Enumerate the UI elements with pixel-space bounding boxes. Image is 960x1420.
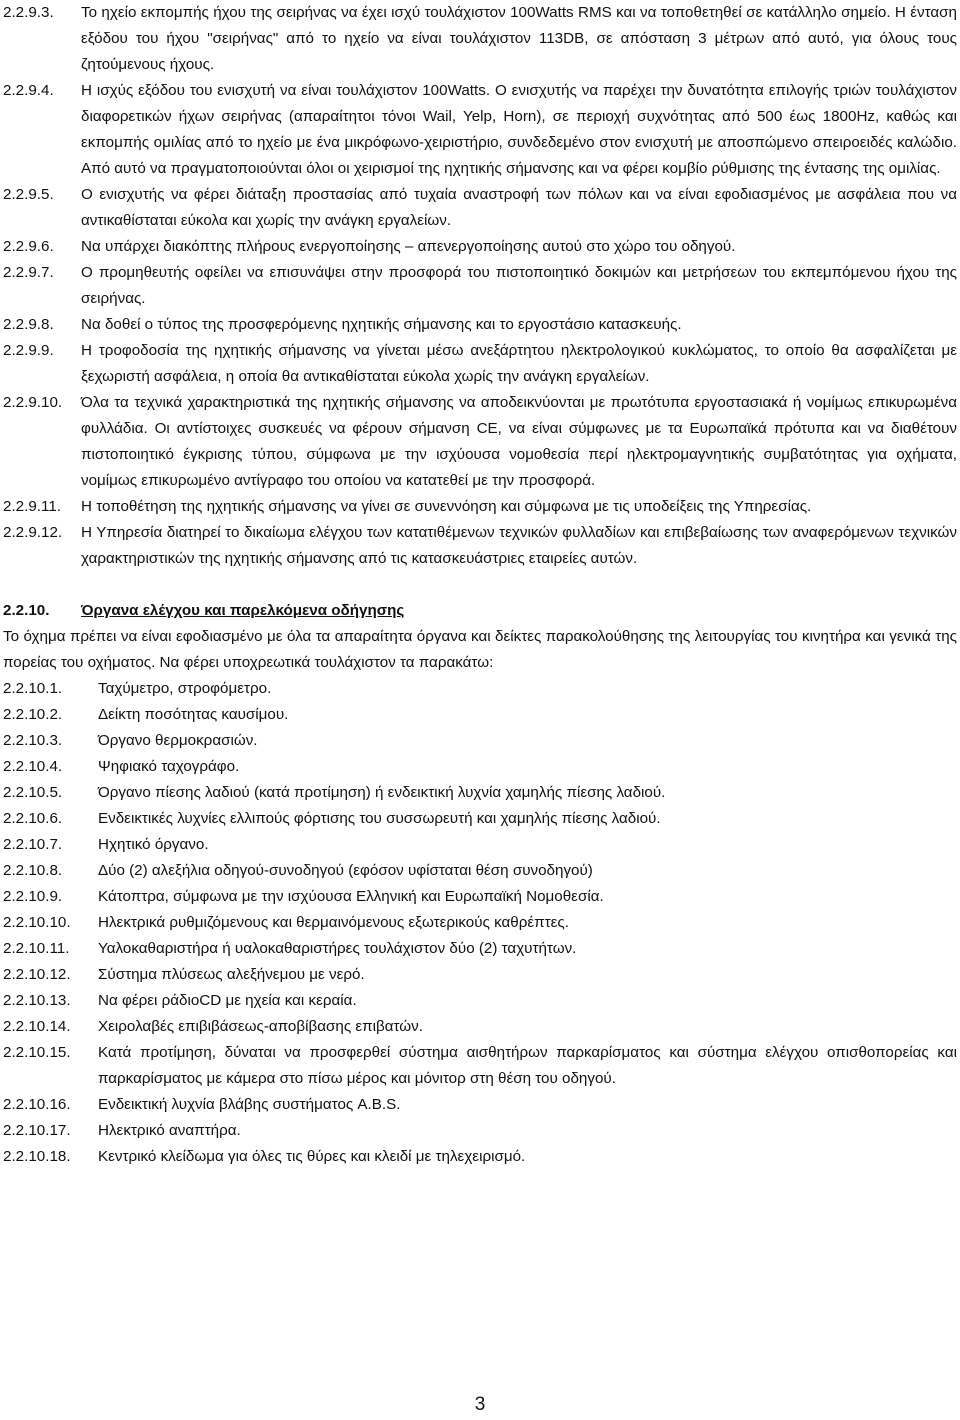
section-number: 2.2.10. bbox=[3, 602, 50, 619]
list-item bbox=[3, 0, 957, 78]
list-item bbox=[3, 754, 957, 780]
item-number: 2.2.9.12. bbox=[3, 524, 63, 541]
list-item bbox=[3, 728, 957, 754]
item-number: 2.2.10.16. bbox=[3, 1096, 71, 1113]
item-text: Ηλεκτρικό αναπτήρα. bbox=[98, 1122, 241, 1139]
item-text: Ηχητικό όργανο. bbox=[98, 836, 209, 853]
item-number: 2.2.9.8. bbox=[3, 316, 54, 333]
list-item bbox=[3, 1092, 957, 1118]
item-text: Ενδεικτικές λυχνίες ελλιπούς φόρτισης του συσσωρευτή και χαμηλής πίεσης λαδιού. bbox=[98, 810, 661, 827]
siren-requirements-list bbox=[3, 0, 957, 572]
document-page bbox=[3, 0, 957, 1170]
item-number: 2.2.10.4. bbox=[3, 758, 63, 775]
item-text: Ταχύμετρο, στροφόμετρο. bbox=[98, 680, 272, 697]
list-item bbox=[3, 780, 957, 806]
item-number: 2.2.10.14. bbox=[3, 1018, 71, 1035]
item-text: Κεντρικό κλείδωμα για όλες τις θύρες και κλειδί με τηλεχειρισμό. bbox=[98, 1148, 526, 1165]
list-item bbox=[3, 1118, 957, 1144]
item-number: 2.2.9.9. bbox=[3, 342, 54, 359]
item-text: Όλα τα τεχνικά χαρακτηριστικά της ηχητικής σήμανσης να αποδεικνύονται με πρωτότυπα εργοστασιακά ή νομίμως επικυρωμένα φυλλάδια. Οι αντίστοιχες συσκευές να φέρουν σήμανση CE, να είναι σύμφωνες με τα Ευρωπαϊκά πρότυπα και να διαθέτουν πιστοποιητικό έγκρισης τύπου, σύμφωνα με την ισχύουσα νομοθεσία περί ηλεκτρομαγνητικής συμβατότητας για οχήματα, νομίμως επικυρωμένο αντίγραφο του οποίου να κατατεθεί με την προσφορά. bbox=[81, 394, 957, 489]
item-text: Κατά προτίμηση, δύναται να προσφερθεί σύστημα αισθητήρων παρκαρίσματος και σύστημα ελέγχου οπισθοπορείας και παρκαρίσματος με κάμερα στο πίσω μέρος και μόνιτορ στη θέση του οδηγού. bbox=[98, 1044, 957, 1087]
item-number: 2.2.10.7. bbox=[3, 836, 63, 853]
list-item bbox=[3, 494, 957, 520]
item-text: Ψηφιακό ταχογράφο. bbox=[98, 758, 240, 775]
list-item bbox=[3, 832, 957, 858]
list-item bbox=[3, 858, 957, 884]
item-text: Όργανο θερμοκρασιών. bbox=[98, 732, 258, 749]
item-text: Υαλοκαθαριστήρα ή υαλοκαθαριστήρες τουλάχιστον δύο (2) ταχυτήτων. bbox=[98, 940, 577, 957]
item-number: 2.2.9.6. bbox=[3, 238, 54, 255]
list-item bbox=[3, 1014, 957, 1040]
item-number: 2.2.10.8. bbox=[3, 862, 63, 879]
item-text: Η τροφοδοσία της ηχητικής σήμανσης να γίνεται μέσω ανεξάρτητου ηλεκτρολογικού κυκλώματος, το οποίο θα ασφαλίζεται με ξεχωριστή ασφάλεια, η οποία θα αντικαθίσταται εύκολα χωρίς την ανάγκη εργαλείων. bbox=[81, 342, 957, 385]
item-text: Ο ενισχυτής να φέρει διάταξη προστασίας από τυχαία αναστροφή των πόλων και να είναι εφοδιασμένος με ασφάλεια που να αντικαθίσταται εύκολα και χωρίς την ανάγκη εργαλείων. bbox=[81, 186, 957, 229]
item-number: 2.2.10.11. bbox=[3, 940, 70, 957]
list-item bbox=[3, 182, 957, 234]
section-heading bbox=[3, 598, 957, 624]
list-item bbox=[3, 806, 957, 832]
item-number: 2.2.10.15. bbox=[3, 1044, 71, 1061]
item-number: 2.2.9.3. bbox=[3, 4, 54, 21]
item-number: 2.2.10.6. bbox=[3, 810, 63, 827]
item-number: 2.2.9.10. bbox=[3, 394, 63, 411]
item-text: Να υπάρχει διακόπτης πλήρους ενεργοποίησης – απενεργοποίησης αυτού στο χώρο του οδηγού. bbox=[81, 238, 736, 255]
item-number: 2.2.10.3. bbox=[3, 732, 63, 749]
list-item bbox=[3, 988, 957, 1014]
list-item bbox=[3, 884, 957, 910]
list-item bbox=[3, 312, 957, 338]
item-number: 2.2.9.7. bbox=[3, 264, 54, 281]
list-item bbox=[3, 936, 957, 962]
list-item bbox=[3, 1040, 957, 1092]
list-item bbox=[3, 390, 957, 494]
item-text: Όργανο πίεσης λαδιού (κατά προτίμηση) ή ενδεικτική λυχνία χαμηλής πίεσης λαδιού. bbox=[98, 784, 666, 801]
list-item bbox=[3, 78, 957, 182]
item-text: Η Υπηρεσία διατηρεί το δικαίωμα ελέγχου των κατατιθέμενων τεχνικών φυλλαδίων και επιβεβαίωσης των αναφερόμενων τεχνικών χαρακτηριστικών της ηχητικής σήμανσης από τις κατασκευάστριες εταιρείες αυτών. bbox=[81, 524, 957, 567]
section-intro: Το όχημα πρέπει να είναι εφοδιασμένο με όλα τα απαραίτητα όργανα και δείκτες παρακολούθησης της λειτουργίας του κινητήρα και γενικά της πορείας του οχήματος. Να φέρει υποχρεωτικά τουλάχιστον τα παρακάτω: bbox=[3, 628, 957, 671]
page-number: 3 bbox=[474, 1394, 486, 1415]
list-item bbox=[3, 520, 957, 572]
item-number: 2.2.9.11. bbox=[3, 498, 61, 515]
list-item bbox=[3, 234, 957, 260]
item-number: 2.2.10.10. bbox=[3, 914, 71, 931]
item-text: Δείκτη ποσότητας καυσίμου. bbox=[98, 706, 289, 723]
item-text: Χειρολαβές επιβιβάσεως-αποβίβασης επιβατών. bbox=[98, 1018, 423, 1035]
item-text: Σύστημα πλύσεως αλεξήνεμου με νερό. bbox=[98, 966, 365, 983]
item-text: Η ισχύς εξόδου του ενισχυτή να είναι τουλάχιστον 100Watts. Ο ενισχυτής να παρέχει την δυνατότητα επιλογής τριών τουλάχιστον διαφορετικών ήχων σειρήνας (απαραίτητοι τόνοι Wail, Yelp, Horn), σε περιοχή συχνότητας από 500 έως 1800Hz, καθώς και εκπομπής ομιλίας από το ηχείο με ένα μικρόφωνο-χειριστήριο, συνδεδεμένο στον ενισχυτή με αποσπώμενο σπειροειδές καλώδιο. Από αυτό να πραγματοποιούνται όλοι οι χειρισμοί της ηχητικής σήμανσης και να φέρει κομβίο ρύθμισης της έντασης της ομιλίας. bbox=[81, 82, 957, 177]
item-number: 2.2.9.5. bbox=[3, 186, 54, 203]
item-text: Το ηχείο εκπομπής ήχου της σειρήνας να έχει ισχύ τουλάχιστον 100Watts RMS και να τοποθετηθεί σε κατάλληλο σημείο. Η ένταση εξόδου του ήχου "σειρήνας" από το ηχείο να είναι τουλάχιστον 113DB, σε απόσταση 3 μέτρων από αυτό, για όλους τους ζητούμενους ήχους. bbox=[81, 4, 957, 73]
section-title: Όργανα ελέγχου και παρελκόμενα οδήγησης bbox=[81, 602, 405, 619]
item-text: Ο προμηθευτής οφείλει να επισυνάψει στην προσφορά του πιστοποιητικό δοκιμών και μετρήσεων του εκπεμπόμενου ήχου της σειρήνας. bbox=[81, 264, 957, 307]
item-number: 2.2.10.5. bbox=[3, 784, 63, 801]
item-number: 2.2.10.1. bbox=[3, 680, 63, 697]
item-number: 2.2.10.18. bbox=[3, 1148, 71, 1165]
instruments-list bbox=[3, 676, 957, 1170]
item-text: Να φέρει ράδιοCD με ηχεία και κεραία. bbox=[98, 992, 357, 1009]
list-item bbox=[3, 260, 957, 312]
list-item bbox=[3, 676, 957, 702]
list-item bbox=[3, 338, 957, 390]
item-text: Να δοθεί ο τύπος της προσφερόμενης ηχητικής σήμανσης και το εργοστάσιο κατασκευής. bbox=[81, 316, 682, 333]
item-text: Ηλεκτρικά ρυθμιζόμενους και θερμαινόμενους εξωτερικούς καθρέπτες. bbox=[98, 914, 569, 931]
item-number: 2.2.10.13. bbox=[3, 992, 71, 1009]
list-item bbox=[3, 702, 957, 728]
list-item bbox=[3, 910, 957, 936]
item-number: 2.2.10.17. bbox=[3, 1122, 71, 1139]
item-number: 2.2.10.12. bbox=[3, 966, 71, 983]
item-number: 2.2.9.4. bbox=[3, 82, 54, 99]
item-text: Η τοποθέτηση της ηχητικής σήμανσης να γίνει σε συνεννόηση και σύμφωνα με τις υποδείξεις της Υπηρεσίας. bbox=[81, 498, 812, 515]
item-number: 2.2.10.2. bbox=[3, 706, 63, 723]
item-text: Ενδεικτική λυχνία βλάβης συστήματος A.B.S. bbox=[98, 1096, 401, 1113]
list-item bbox=[3, 1144, 957, 1170]
list-item bbox=[3, 962, 957, 988]
item-text: Κάτοπτρα, σύμφωνα με την ισχύουσα Ελληνική και Ευρωπαϊκή Νομοθεσία. bbox=[98, 888, 604, 905]
item-number: 2.2.10.9. bbox=[3, 888, 63, 905]
item-text: Δύο (2) αλεξήλια οδηγού-συνοδηγού (εφόσον υφίσταται θέση συνοδηγού) bbox=[98, 862, 593, 879]
